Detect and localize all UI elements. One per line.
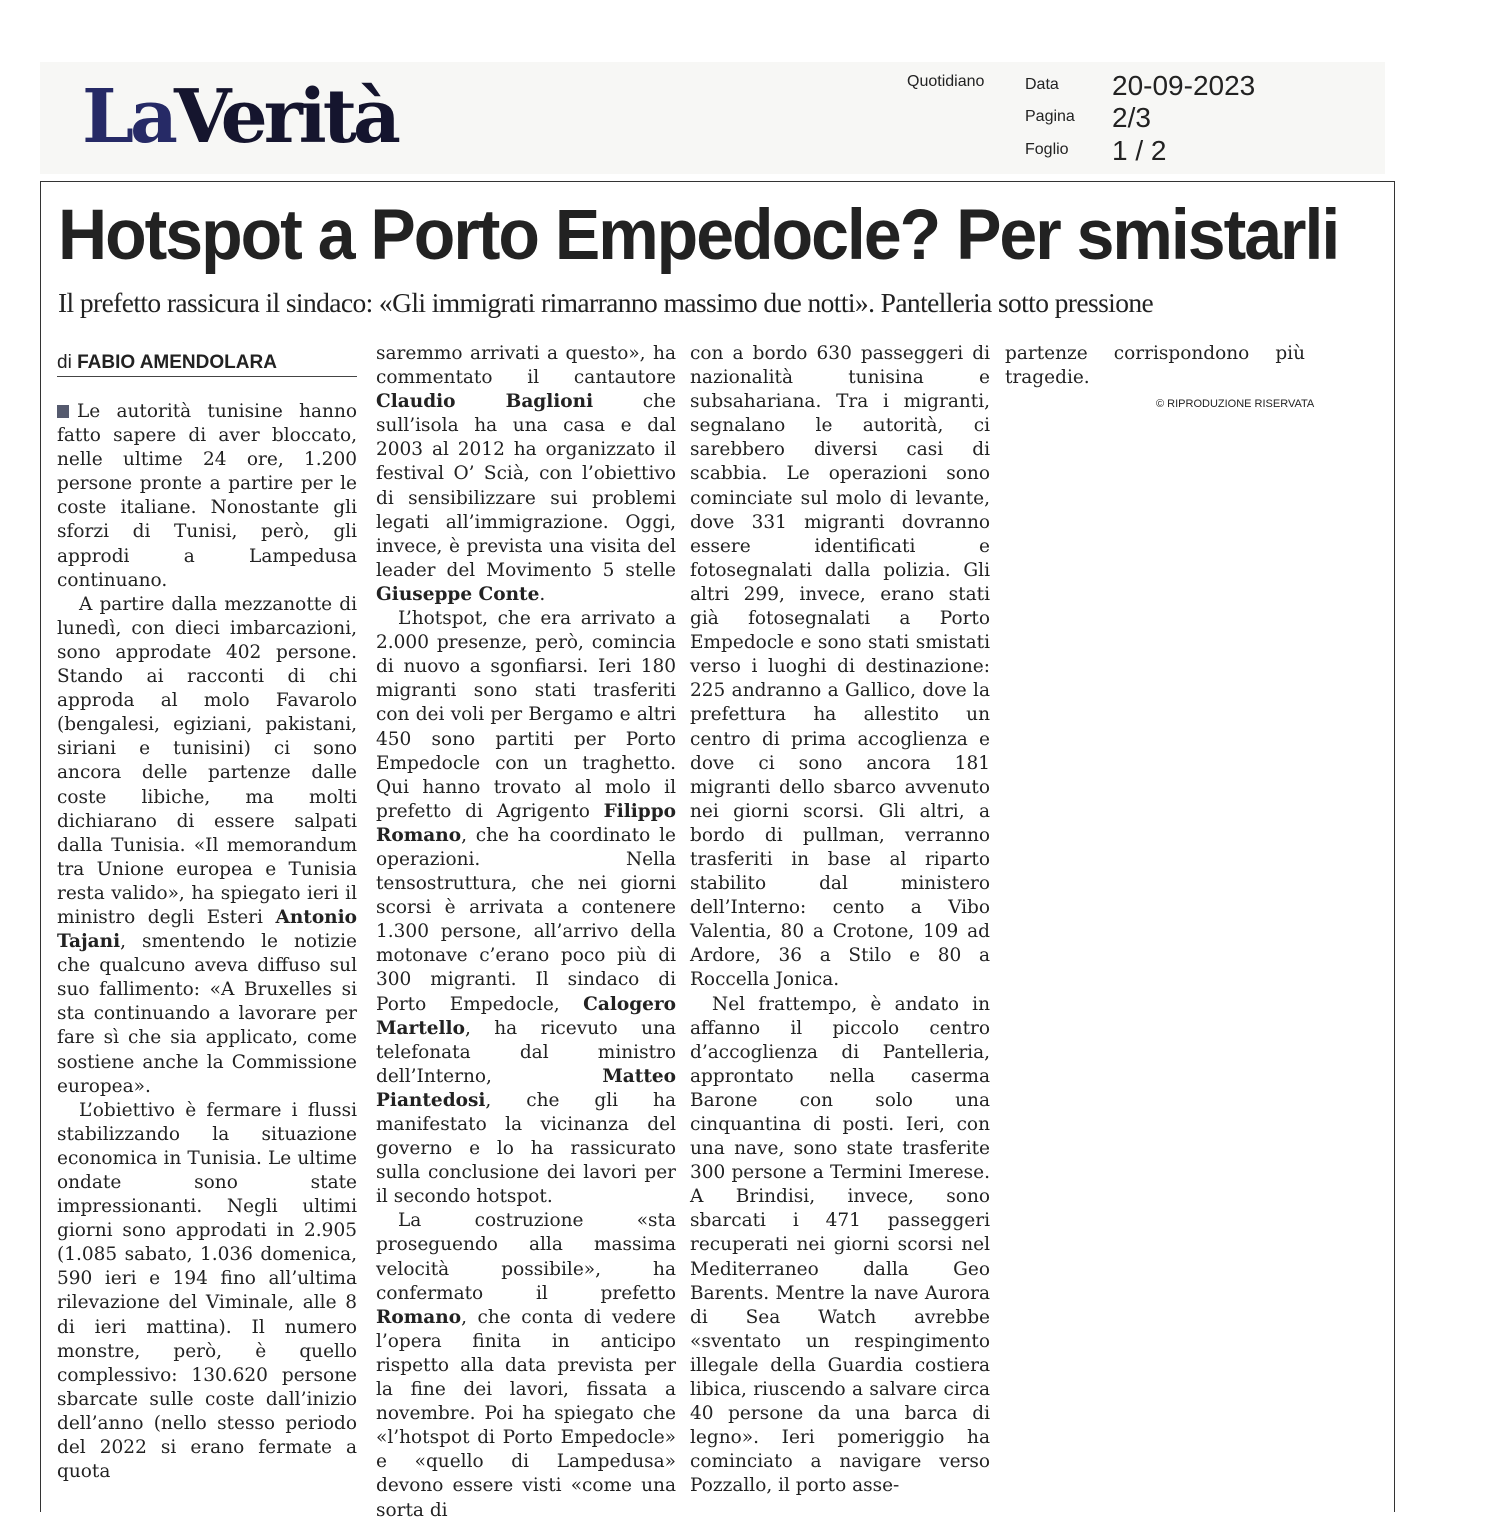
- paragraph-text: .: [539, 583, 546, 605]
- paragraph: [376, 342, 676, 607]
- article-column-4: [1005, 342, 1305, 402]
- date-value: 20-09-2023: [1112, 70, 1256, 101]
- article-subheadline: Il prefetto rassicura il sindaco: «Gli immigrati rimarranno massimo due notti». Pantelleria sotto pressione: [58, 287, 1154, 318]
- paragraph-text: L’hotspot, che era arrivato a 2.000 presenze, però, comincia di nuovo a sgonfiarsi. Ieri 180 migranti sono stati trasferiti con dei voli per Bergamo e altri 450 sono partiti per Porto Empedocle con un traghetto. Qui hanno trovato al molo il prefetto di Agrigento: [376, 608, 676, 822]
- byline: [57, 352, 357, 377]
- paragraph-text: , che ha coordinato le operazioni. Nella tensostruttura, che nei giorni scorsi è arrivata a contenere 1.300 persone, all’arrivo della motonave c’erano poco più di 300 migranti. Il sindaco di Porto Empedocle,: [376, 824, 676, 1015]
- paragraph: [57, 400, 357, 593]
- paragraph-text: La costruzione «sta proseguendo alla massima velocità possibile», ha confermato il prefetto: [376, 1210, 676, 1304]
- person-name: Giuseppe Conte: [376, 583, 540, 605]
- article-column-2: [376, 342, 676, 1521]
- article-column-1: [57, 400, 357, 1500]
- paragraph: [690, 342, 990, 993]
- copyright-notice: © RIPRODUZIONE RISERVATA: [1156, 398, 1315, 410]
- paragraph-text: L’obiettivo è fermare i flussi stabilizzando la situazione economica in Tunisia. Le ultime ondate sono state impressionanti. Negli ultimi giorni sono approdati in 2.905 (1.085 sabato, 1.036 domenica, 590 ieri e 194 fino all’ultima rilevazione del Viminale, alle 8 di ieri mattina). Il numero monstre, però, è quello complessivo: 130.620 persone sbarcate sulle coste dall’inizio dell’anno (nello stesso periodo del 2022 si erano fermate a quota: [57, 1099, 357, 1483]
- paragraph-text: saremmo arrivati a questo», ha commentato il cantautore: [376, 343, 676, 389]
- date-label: Data: [1025, 76, 1059, 93]
- paragraph: [376, 607, 676, 1209]
- person-name: Claudio Baglioni: [376, 391, 594, 413]
- paragraph-text: che sull’isola ha una casa e dal 2003 al 2012 ha organizzato il festival O’ Scià, con l’obiettivo di sensibilizzare sui problemi legati all’immigrazione. Oggi, invece, è prevista una visita del leader del Movimento 5 stelle: [376, 391, 676, 581]
- page-value: 2/3: [1112, 102, 1151, 133]
- paragraph-text: con a bordo 630 passeggeri di nazionalità tunisina e subsahariana. Tra i migranti, segnalano le autorità, ci sarebbero diversi casi di scabbia. Le operazioni sono cominciate sul molo di levante, dove 331 migranti dovranno essere identificati e fotosegnalati dalla polizia. Gli altri 299, invece, erano stati già fotosegnalati a Porto Empedocle e sono stati smistati verso i luoghi di destinazione: 225 andranno a Gallico, dove la prefettura ha allestito un centro di prima accoglienza e dove ci sono ancora 181 migranti dello sbarco avvenuto nei giorni scorsi. Gli altri, a bordo di pullman, verranno trasferiti in base al riparto stabilito dal ministero dell’Interno: cento a Vibo Valentia, 80 a Crotone, 109 ad Ardore, 36 a Stilo e 80 a Roccella Jonica.: [690, 343, 990, 991]
- person-name: Calogero Martello: [376, 993, 676, 1039]
- paragraph-text: A partire dalla mezzanotte di lunedì, con dieci imbarcazioni, sono approdate 402 persone. Stando ai racconti di chi approda al molo Favarolo (bengalesi, egiziani, pakistani, siriani e tunisini) ci sono ancora delle partenze dalle coste libiche, ma molti dichiarano di essere salpati dalla Tunisia. «Il memorandum tra Unione europea e Tunisia resta valido», ha spiegato ieri il ministro degli Esteri: [57, 593, 357, 928]
- byline-author: FABIO AMENDOLARA: [77, 352, 277, 373]
- paragraph: [57, 1099, 357, 1485]
- page-label: Pagina: [1025, 108, 1075, 125]
- person-name: Filippo Romano: [376, 800, 676, 846]
- article-headline: Hotspot a Porto Empedocle? Per smistarli: [58, 194, 1339, 275]
- paragraph-text: , che conta di vedere l’opera finita in anticipo rispetto alla data prevista per la fine dei lavori, fissata a novembre. Poi ha spiegato che «l’hotspot di Porto Empedocle» e «quello di Lampedusa» devono essere visti «come una sorta di: [376, 1306, 676, 1521]
- paragraph-text: partenze corrispondono più tragedie.: [1005, 343, 1305, 389]
- publication-type: Quotidiano: [907, 73, 985, 90]
- sheet-value: 1 / 2: [1112, 135, 1167, 166]
- paragraph-text: Nel frattempo, è andato in affanno il piccolo centro d’accoglienza di Pantelleria, approntato nella caserma Barone con solo una cinquantina di posti. Ieri, con una nave, sono state trasferite 300 persone a Termini Imerese. A Brindisi, invece, sono sbarcati i 471 passeggeri recuperati nei giorni scorsi nel Mediterraneo dalla Geo Barents. Mentre la nave Aurora di Sea Watch avrebbe «sventato un respingimento illegale della Guardia costiera libica, riuscendo a salvare circa 40 persone da una barca di legno». Ieri pomeriggio ha cominciato a navigare verso Pozzallo, il porto asse-: [690, 993, 990, 1497]
- person-name: Matteo Piantedosi: [376, 1065, 676, 1111]
- person-name: Antonio Tajani: [57, 906, 357, 953]
- paragraph-text: , che gli ha manifestato la vicinanza del governo e lo ha rassicurato sulla conclusione dei lavori per il secondo hotspot.: [376, 1089, 676, 1208]
- newspaper-logo: [82, 74, 397, 160]
- paragraph-text: Le autorità tunisine hanno fatto sapere di aver bloccato, nelle ultime 24 ore, 1.200 persone pronte a partire per le coste italiane. Nonostante gli sforzi di Tunisi, però, gli approdi a Lampedusa continuano.: [57, 401, 357, 591]
- article-column-3: [690, 342, 990, 1500]
- paragraph: [57, 593, 357, 1099]
- paragraph-text: , smentendo le notizie che qualcuno aveva diffuso sul suo fallimento: «A Bruxelles si sta continuando a lavorare per fare sì che sia applicato, come sostiene anche la Commissione europea».: [57, 931, 357, 1097]
- paragraph: [690, 993, 990, 1499]
- paragraph-text: , ha ricevuto una telefonata dal ministro dell’Interno,: [376, 1017, 676, 1087]
- logo-la: La: [82, 74, 174, 160]
- sheet-label: Foglio: [1025, 141, 1069, 158]
- logo-verita: Verità: [173, 74, 397, 160]
- lead-square-icon: [57, 405, 69, 418]
- paragraph: [376, 1209, 676, 1522]
- byline-prefix: di: [57, 352, 72, 373]
- paragraph: [1005, 342, 1305, 390]
- person-name: Romano: [376, 1306, 462, 1328]
